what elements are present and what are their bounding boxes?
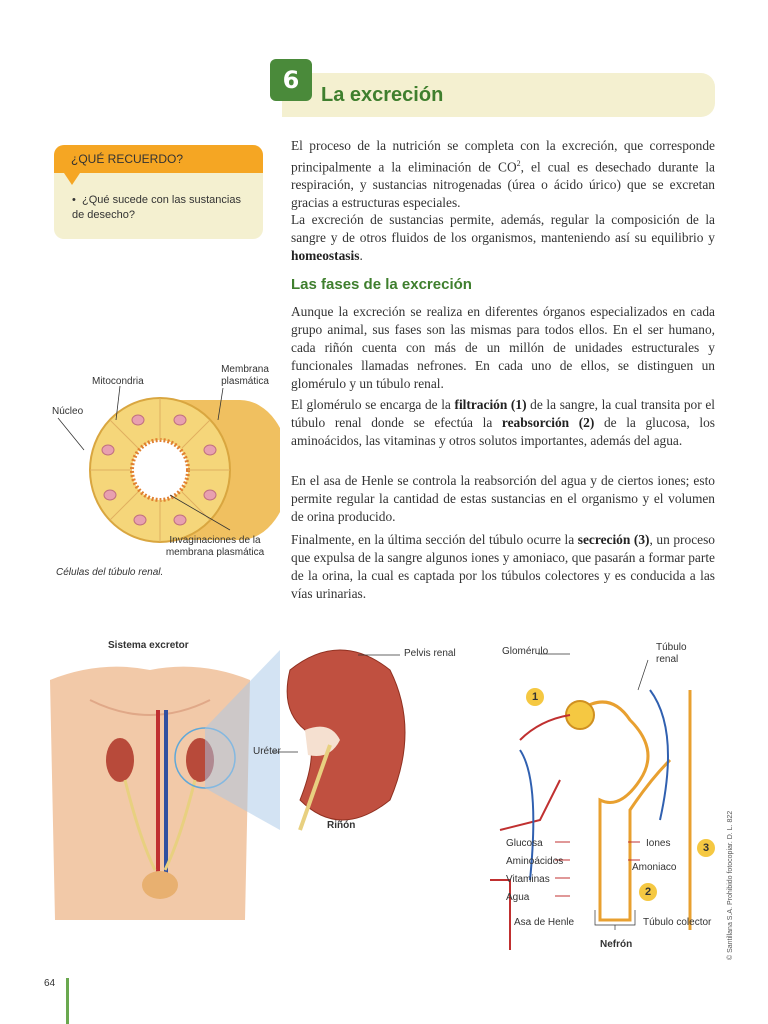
left-kidney-small bbox=[106, 738, 134, 782]
label-glucosa: Glucosa bbox=[506, 838, 543, 849]
label-tubulo-renal: Túbulo renal bbox=[656, 642, 687, 665]
label-sistema-excretor: Sistema excretor bbox=[108, 640, 189, 651]
cell-figure-caption: Células del túbulo renal. bbox=[56, 567, 164, 578]
label-glomerulo: Glomérulo bbox=[502, 646, 549, 657]
label-iones: Iones bbox=[646, 838, 671, 849]
label-nefron: Nefrón bbox=[600, 939, 633, 950]
intro-paragraph-2: La excreción de sustancias permite, además, regular la composición de la sangre y de otros fluidos de los organismos, manteniendo así su equilibrio y homeostasis. bbox=[291, 212, 715, 263]
recall-heading: ¿QUÉ RECUERDO? bbox=[54, 145, 263, 173]
nephron-tubule bbox=[580, 690, 690, 930]
chapter-number-badge: 6 bbox=[270, 59, 312, 101]
section-paragraph-4: Finalmente, en la última sección del túbulo ocurre la secreción (3), un proceso que expulsa de la sangre algunos iones y amoniaco, que pasarán a formar parte de la orina, la cual es captada por los túbulos colectores y es conducida a las vías urinarias. bbox=[291, 532, 716, 601]
section-title: Las fases de la excreción bbox=[291, 276, 472, 293]
section-paragraph-1: Aunque la excreción se realiza en diferentes órganos especializados en cada grupo animal, sus fases son las mismas para todos ellos. En el ser humano, cada riñón cuenta con más de un millón de unidades estructurales y funcionales llamadas nefrones. En cada uno de ellos, se distinguen un glomérulo y un túbulo renal. bbox=[291, 304, 715, 391]
excretory-system-figure bbox=[40, 630, 730, 960]
label-asa-henle: Asa de Henle bbox=[514, 917, 575, 928]
label-ureter: Uréter bbox=[253, 746, 281, 757]
tubule-cell-figure bbox=[50, 360, 280, 580]
section-paragraph-2: El glomérulo se encarga de la filtración (1) de la sangre, la cual transita por el túbulo renal donde se efectúa la reabsorción (2) de la glucosa, los aminoácidos, las vitaminas y otros solutos importantes, además del agua. bbox=[291, 397, 715, 448]
step-badge-1: 1 bbox=[526, 688, 544, 706]
page-number: 64 bbox=[44, 978, 56, 989]
bladder bbox=[142, 871, 178, 899]
tube-lumen bbox=[132, 440, 188, 500]
label-invaginaciones: Invaginaciones de la membrana plasmática bbox=[165, 535, 265, 558]
label-membrana: Membrana plasmática bbox=[221, 364, 269, 387]
label-aminoacidos: Aminoácidos bbox=[506, 856, 564, 867]
excretory-illustration bbox=[40, 630, 730, 960]
label-nucleo: Núcleo bbox=[52, 406, 84, 417]
label-agua: Agua bbox=[506, 892, 530, 903]
step-badge-2: 2 bbox=[639, 883, 657, 901]
label-rinon: Riñón bbox=[327, 820, 356, 831]
page-margin-line bbox=[66, 978, 69, 1024]
section-paragraph-3: En el asa de Henle se controla la reabsorción del agua y de ciertos iones; esto permite regular la cantidad de estas sustancias en el organismo y el volumen de orina producido. bbox=[291, 473, 715, 524]
intro-paragraph-1: El proceso de la nutrición se completa con la excreción, que corresponde principalmente a la eliminación de $CO^2$, el cual es desechado durante la respiración, y sustancias nitrogenadas (úrea o ácido úrico) que se excretan gracias a estructuras especiales. bbox=[291, 138, 715, 211]
recall-box bbox=[54, 145, 263, 239]
label-vitaminas: Vitaminas bbox=[506, 874, 550, 885]
label-pelvis-renal: Pelvis renal bbox=[404, 648, 456, 659]
kidney-large bbox=[287, 650, 405, 820]
label-amoniaco: Amoniaco bbox=[632, 862, 677, 873]
bullet-icon: • bbox=[72, 194, 76, 206]
label-mitocondria: Mitocondria bbox=[92, 376, 144, 387]
recall-question: • ¿Qué sucede con las sustancias de desecho? bbox=[72, 194, 241, 221]
chapter-title: La excreción bbox=[321, 84, 444, 106]
label-tubulo-colector: Túbulo colector bbox=[643, 917, 712, 928]
copyright-notice: © Santillana S.A. Prohibido fotocopiar. D. L. 822 bbox=[727, 810, 734, 960]
glomerulus bbox=[566, 701, 594, 729]
step-badge-3: 3 bbox=[697, 839, 715, 857]
